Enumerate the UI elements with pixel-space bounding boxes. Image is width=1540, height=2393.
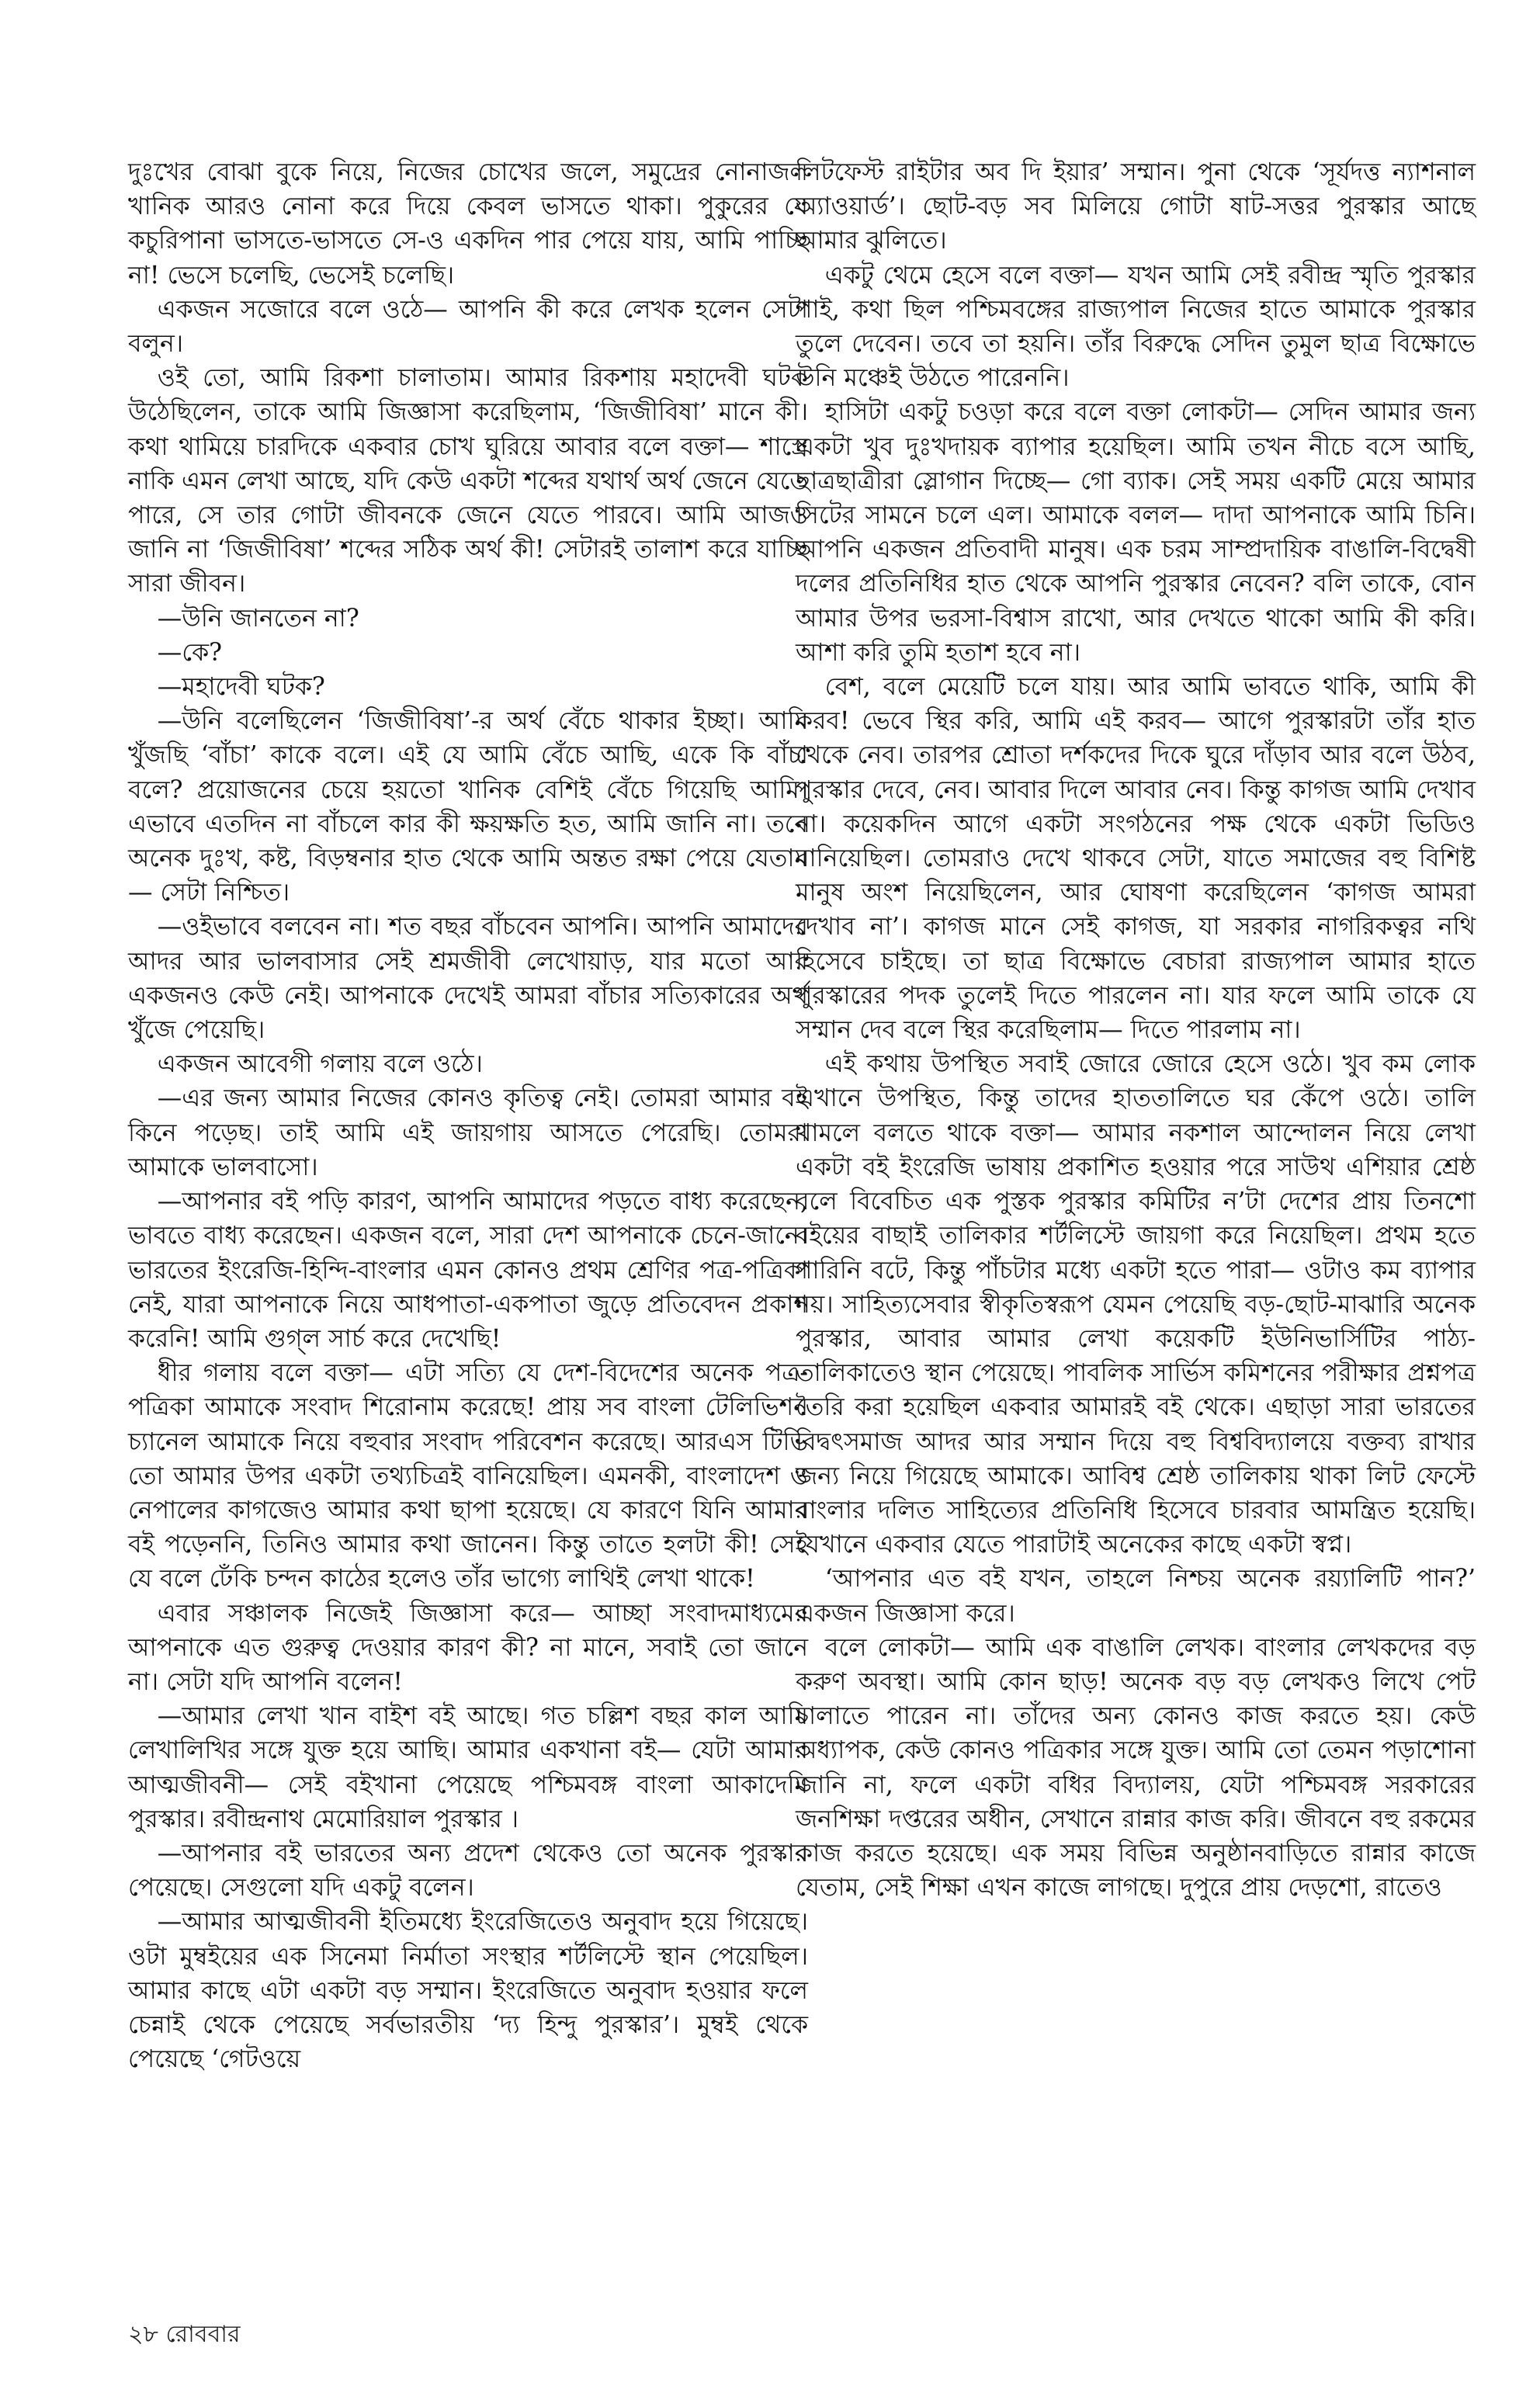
paragraph: —এর জন্য আমার নিজের কোনও কৃতিত্ব নেই। তোমরা আমার বই কিনে পড়েছ। তাই আমি এই জায়গায় আসতে পেরেছি। তোমরা আমাকে ভালবাসো। (128, 1084, 808, 1181)
paragraph: —উনি বলেছিলেন ‘জিজীবিষা’-র অর্থ বেঁচে থাকার ইচ্ছা। আমি খুঁজছি ‘বাঁচা’ কাকে বলে। এই যে আমি বেঁচে আছি, একে কি বাঁচা বলে? প্রয়োজনের চেয়ে হয়তো খানিক বেশিই বেঁচে গিয়েছি আমি। এভাবে এতদিন না বাঁচলে কার কী ক্ষয়ক্ষতি হত, আমি জানি না। তবে অনেক দুঃখ, কষ্ট, বিড়ম্বনার হাত থেকে আমি অন্তত রক্ষা পেয়ে যেতাম— সেটা নিশ্চিত। (128, 707, 808, 907)
paragraph: লিটফেস্ট রাইটার অব দি ইয়ার’ সম্মান। পুনা থেকে ‘সূর্যদত্ত ন্যাশনাল অ্যাওয়ার্ড’। ছোট-বড় সব মিলিয়ে গোটা ষাট-সত্তর পুরস্কার আছে আমার ঝুলিতে। (796, 158, 1476, 255)
paragraph: ওই তো, আমি রিকশা চালাতাম। আমার রিকশায় মহাদেবী ঘটক উঠেছিলেন, তাকে আমি জিজ্ঞাসা করেছিলাম, ‘জিজীবিষা’ মানে কী। কথা থামিয়ে চারদিকে একবার চোখ ঘুরিয়ে আবার বলে বক্তা— শাস্ত্রে নাকি এমন লেখা আছে, যদি কেউ একটা শব্দের যথার্থ অর্থ জেনে যেতে পারে, সে তার গোটা জীবনকে জেনে যেতে পারবে। আমি আজও জানি না ‘জিজীবিষা’ শব্দের সঠিক অর্থ কী! সেটারই তালাশ করে যাচ্ছি সারা জীবন। (128, 364, 808, 598)
paragraph: —মহাদেবী ঘটক? (157, 673, 325, 702)
paragraph: ধীর গলায় বলে বক্তা— এটা সত্যি যে দেশ-বিদেশের অনেক পত্র-পত্রিকা আমাকে সংবাদ শিরোনাম করেছে! প্রায় সব বাংলা টেলিভিশন চ্যানেল আমাকে নিয়ে বহুবার সংবাদ পরিবেশন করেছে। আরএস টিভি তো আমার উপর একটা তথ্যচিত্রই বানিয়েছিল। এমনকী, বাংলাদেশ ও নেপালের কাগজেও আমার কথা ছাপা হয়েছে। যে কারণে যিনি আমার বই পড়েননি, তিনিও আমার কথা জানেন। কিন্তু তাতে হলটা কী! সেই যে বলে ঢেঁকি চন্দন কাঠের হলেও তাঁর ভাগ্যে লাথিই লেখা থাকে! (128, 1359, 808, 1594)
paragraph: এই কথায় উপস্থিত সবাই জোরে জোরে হেসে ওঠে। খুব কম লোক এখানে উপস্থিত, কিন্তু তাদের হাততালিতে ঘর কেঁপে ওঠে। তালি থামলে বলতে থাকে বক্তা— আমার নকশাল আন্দোলন নিয়ে লেখা একটা বই ইংরেজি ভাষায় প্রকাশিত হওয়ার পরে সাউথ এশিয়ার শ্রেষ্ঠ বলে বিবেচিত এক পুস্তক পুরস্কার কমিটির ন’টা দেশের প্রায় তিনশো বইয়ের বাছাই তালিকার শর্টলিস্টে জায়গা করে নিয়েছিল। প্রথম হতে পারিনি বটে, কিন্তু পাঁচটার মধ্যে একটা হতে পারা— ওটাও কম ব্যাপার নয়। সাহিত্যসেবার স্বীকৃতিস্বরূপ যেমন পেয়েছি বড়-ছোট-মাঝারি অনেক পুরস্কার, আবার আমার লেখা কয়েকটি ইউনিভার্সিটির পাঠ্য-তালিকাতেও স্থান পেয়েছে। পাবলিক সার্ভিস কমিশনের পরীক্ষার প্রশ্নপত্র তৈরি করা হয়েছিল একবার আমারই বই থেকে। এছাড়া সারা ভারতের বিদ্বৎসমাজ আদর আর সম্মান দিয়ে বহু বিশ্ববিদ্যালয়ে বক্তব্য রাখার জন্য নিয়ে গিয়েছে আমাকে। আবিশ্ব শ্রেষ্ঠ তালিকায় থাকা লিট ফেস্টে বাংলার দলিত সাহিত্যের প্রতিনিধি হিসেবে চারবার আমন্ত্রিত হয়েছি। যেখানে একবার যেতে পারাটাই অনেকের কাছে একটা স্বপ্ন। (796, 1050, 1476, 1559)
paragraph: —কে? (157, 638, 223, 667)
paragraph: দুঃখের বোঝা বুকে নিয়ে, নিজের চোখের জলে, সমুদ্রের নোনাজল খানিক আরও নোনা করে দিয়ে কেবল ভাসতে থাকা। পুকুরের যে কচুরিপানা ভাসতে-ভাসতে সে-ও একদিন পার পেয়ে যায়, আমি পাচ্ছি না! ভেসে চলেছি, ভেসেই চলেছি। (128, 158, 808, 290)
paragraph: হাসিটা একটু চওড়া করে বলে বক্তা লোকটা— সেদিন আমার জন্য একটা খুব দুঃখদায়ক ব্যাপার হয়েছিল। আমি তখন নীচে বসে আছি, ছাত্রছাত্রীরা স্লোগান দিচ্ছে— গো ব্যাক। সেই সময় একটি মেয়ে আমার সিটের সামনে চলে এল। আমাকে বলল— দাদা আপনাকে আমি চিনি। আপনি একজন প্রতিবাদী মানুষ। এক চরম সাম্প্রদায়িক বাঙালি-বিদ্বেষী দলের প্রতিনিধির হাত থেকে আপনি পুরস্কার নেবেন? বলি তাকে, বোন আমার উপর ভরসা-বিশ্বাস রাখো, আর দেখতে থাকো আমি কী করি। আশা করি তুমি হতাশ হবে না। (796, 398, 1476, 667)
paragraph: —ওইভাবে বলবেন না। শত বছর বাঁচবেন আপনি। আপনি আমাদের আদর আর ভালবাসার সেই শ্রমজীবী লেখোয়াড়, যার মতো আর একজনও কেউ নেই। আপনাকে দেখেই আমরা বাঁচার সত্যিকারের অর্থ খুঁজে পেয়েছি। (128, 913, 808, 1045)
paragraph: —আপনার বই ভারতের অন্য প্রদেশ থেকেও তো অনেক পুরস্কার পেয়েছে। সেগুলো যদি একটু বলেন। (128, 1839, 808, 1902)
right-text-column (796, 155, 1476, 1905)
page-footer: ২৮ রোববার (128, 2321, 241, 2348)
paragraph: এবার সঞ্চালক নিজেই জিজ্ঞাসা করে— আচ্ছা সংবাদমাধ্যমের আপনাকে এত গুরুত্ব দেওয়ার কারণ কী? না মানে, সবাই তো জানে না। সেটা যদি আপনি বলেন! (128, 1599, 808, 1696)
paragraph: —উনি জানতেন না? (157, 604, 359, 633)
paragraph: ‘আপনার এত বই যখন, তাহলে নিশ্চয় অনেক রয়্যালিটি পান?’ একজন জিজ্ঞাসা করে। (796, 1565, 1476, 1628)
paragraph: —আমার আত্মজীবনী ইতিমধ্যে ইংরেজিতেও অনুবাদ হয়ে গিয়েছে। ওটা মুম্বইয়ের এক সিনেমা নির্মাতা সংস্থার শর্টলিস্টে স্থান পেয়েছিল। আমার কাছে এটা একটা বড় সম্মান। ইংরেজিতে অনুবাদ হওয়ার ফলে চেন্নাই থেকে পেয়েছে সর্বভারতীয় ‘দ্য হিন্দু পুরস্কার’। মুম্বই থেকে পেয়েছে ‘গেটওয়ে (128, 1908, 808, 2074)
paragraph: একটু থেমে হেসে বলে বক্তা— যখন আমি সেই রবীন্দ্র স্মৃতি পুরস্কার পাই, কথা ছিল পশ্চিমবঙ্গের রাজ্যপাল নিজের হাতে আমাকে পুরস্কার তুলে দেবেন। তবে তা হয়নি। তাঁর বিরুদ্ধে সেদিন তুমুল ছাত্র বিক্ষোভে উনি মঞ্চেই উঠতে পারেননি। (796, 261, 1476, 393)
paragraph: একজন সজোরে বলে ওঠে— আপনি কী করে লেখক হলেন সেটা বলুন। (128, 295, 808, 359)
paragraph: —আপনার বই পড়ি কারণ, আপনি আমাদের পড়তে বাধ্য করেছেন, ভাবতে বাধ্য করেছেন। একজন বলে, সারা দেশ আপনাকে চেনে-জানে। ভারতের ইংরেজি-হিন্দি-বাংলার এমন কোনও প্রথম শ্রেণির পত্র-পত্রিকা নেই, যারা আপনাকে নিয়ে আধপাতা-একপাতা জুড়ে প্রতিবেদন প্রকাশ করেনি! আমি গুগ্‌ল সার্চ করে দেখেছি! (128, 1188, 808, 1353)
paragraph: বেশ, বলে মেয়েটি চলে যায়। আর আমি ভাবতে থাকি, আমি কী করব! ভেবে স্থির করি, আমি এই করব— আগে পুরস্কারটা তাঁর হাত থেকে নেব। তারপর শ্রোতা দর্শকদের দিকে ঘুরে দাঁড়াব আর বলে উঠব, পুরস্কার দেবে, নেব। আবার দিলে আবার নেব। কিন্তু কাগজ আমি দেখাব না। কয়েকদিন আগে একটা সংগঠনের পক্ষ থেকে একটা ভিডিও বানিয়েছিল। তোমরাও দেখে থাকবে সেটা, যাতে সমাজের বহু বিশিষ্ট মানুষ অংশ নিয়েছিলেন, আর ঘোষণা করেছিলেন ‘কাগজ আমরা দেখাব না’। কাগজ মানে সেই কাগজ, যা সরকার নাগরিকত্বর নথি হিসেবে চাইছে। তা ছাত্র বিক্ষোভে বেচারা রাজ্যপাল আমার হাতে পুরস্কারের পদক তুলেই দিতে পারলেন না। যার ফলে আমি তাকে যে সম্মান দেব বলে স্থির করেছিলাম— দিতে পারলাম না। (796, 673, 1476, 1045)
paragraph: একজন আবেগী গলায় বলে ওঠে। (157, 1050, 483, 1079)
paragraph: বলে লোকটা— আমি এক বাঙালি লেখক। বাংলার লেখকদের বড় করুণ অবস্থা। আমি কোন ছাড়! অনেক বড় বড় লেখকও লিখে পেট চালাতে পারেন না। তাঁদের অন্য কোনও কাজ করতে হয়। কেউ অধ্যাপক, কেউ কোনও পত্রিকার সঙ্গে যুক্ত। আমি তো তেমন পড়াশোনা জানি না, ফলে একটা বধির বিদ্যালয়, যেটা পশ্চিমবঙ্গ সরকারের জনশিক্ষা দপ্তরের অধীন, সেখানে রান্নার কাজ করি। জীবনে বহু রকমের কাজ করতে হয়েছে। এক সময় বিভিন্ন অনুষ্ঠানবাড়িতে রান্নার কাজে যেতাম, সেই শিক্ষা এখন কাজে লাগছে। দুপুরে প্রায় দেড়শো, রাতেও (796, 1633, 1476, 1902)
left-text-column (128, 155, 808, 2076)
paragraph: —আমার লেখা খান বাইশ বই আছে। গত চল্লিশ বছর কাল আমি লেখালিখির সঙ্গে যুক্ত হয়ে আছি। আমার একখানা বই— যেটা আমার আত্মজীবনী— সেই বইখানা পেয়েছে পশ্চিমবঙ্গ বাংলা আকাদেমি পুরস্কার। রবীন্দ্রনাথ মেমোরিয়াল পুরস্কার । (128, 1702, 808, 1833)
